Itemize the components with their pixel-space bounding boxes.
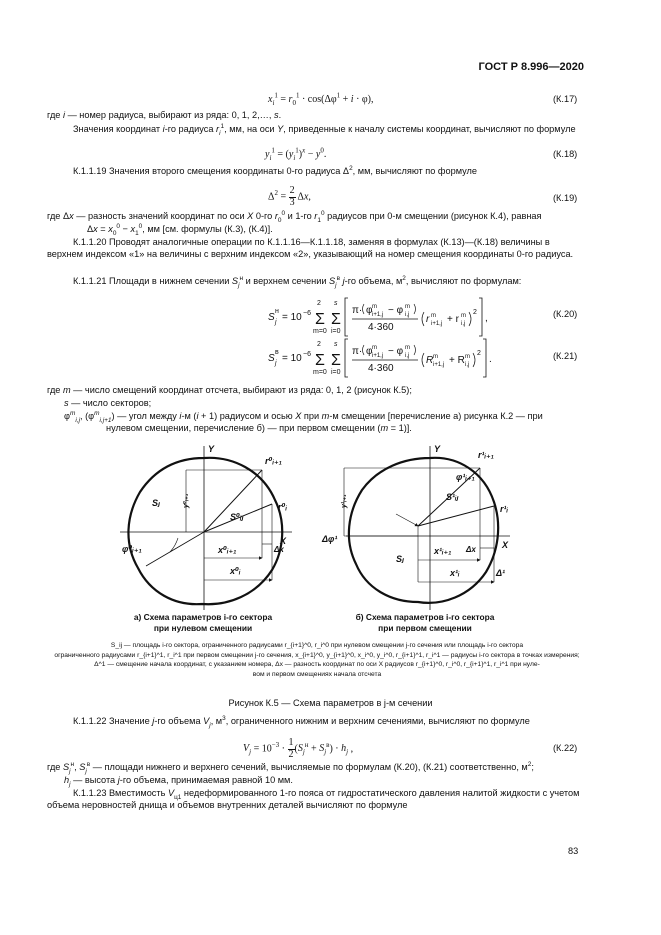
label-b-r1i: r¹ᵢ (500, 504, 509, 514)
svg-text:i,j: i,j (465, 362, 470, 368)
caption-first-shift: б) Схема параметров i-го сектора при первом смещении (355, 612, 495, 634)
label-b-x: X (502, 540, 509, 550)
svg-text:4·360: 4·360 (368, 322, 394, 333)
svg-text:i,j: i,j (405, 353, 410, 359)
label-b-r1i1: r¹ᵢ₊₁ (478, 450, 494, 460)
svg-text:φ: φ (366, 346, 373, 357)
svg-text:н: н (275, 308, 279, 315)
label-a-x0i: x⁰ᵢ (230, 566, 241, 576)
svg-text:π·: π· (352, 305, 363, 316)
formula-k19: $\Delta^2$ = $\frac{2}{3}$ Δx, (268, 185, 311, 208)
text-h-def: $h_j$ — высота j-го объема, принимаемая равной 10 мм. (64, 775, 293, 788)
caption-zero-shift: а) Схема параметров i-го сектора при нулевом смещении (133, 612, 273, 634)
label-b-dx: Δx (466, 545, 476, 554)
label-b-s1ij: S¹ᵢⱼ (446, 492, 459, 502)
svg-text:π·: π· (352, 346, 363, 357)
label-a-x0i1: x⁰ᵢ₊₁ (218, 545, 237, 555)
text-dx-def: где Δx — разность значений координат по оси X 0-го $r_0^0$ и 1-го $r_1^0$ радиусов при 0-м смещении (рисунок К.4), равная (47, 209, 542, 224)
formula-k17: $x_i^1 = r_0^1 \cdot \cos(\Delta\varphi^1 + i \cdot \varphi)$, (268, 91, 374, 107)
svg-text:i+1,j: i+1,j (433, 362, 445, 368)
text-dx-eq: $\Delta x = x_0^0 - x_1^0$, мм [см. формулы (К.3), (К.4)]. (87, 222, 273, 237)
svg-text:= 10: = 10 (282, 312, 302, 323)
svg-text:j: j (275, 360, 277, 367)
eq-number-k19: (К.19) (553, 193, 578, 203)
label-a-r0i1: r⁰ᵢ₊₁ (265, 456, 282, 466)
svg-text:−6: −6 (303, 351, 311, 358)
svg-text:m: m (465, 354, 470, 360)
diagram-zero-shift (120, 446, 292, 610)
svg-text:j: j (275, 319, 277, 326)
text-k1119: К.1.1.19 Значения второго смещения координаты 0-го радиуса $\Delta^2$, мм, вычисляют по формуле (73, 164, 477, 176)
label-a-x: X (280, 536, 287, 546)
text-m-def: где m — число смещений координат отсчета, выбирают из ряда: 0, 1, 2 (рисунок К.5); (47, 385, 412, 395)
eq-number-k21: (К.21) (553, 351, 578, 361)
svg-text:− φ: − φ (388, 346, 404, 357)
label-a-s0ij: S⁰ᵢⱼ (230, 512, 244, 522)
page-number: 83 (568, 846, 579, 856)
svg-text:m: m (433, 354, 438, 360)
diagram-first-shift (344, 446, 510, 610)
label-b-d1: Δ¹ (496, 568, 506, 578)
text-k1122: К.1.1.22 Значение j-го объема $V_j$, $м^3$, ограниченного нижним и верхним сечениями, вычисляют по формуле (73, 714, 530, 729)
text-coords-y: Значения координат i-го радиуса $r_i^1$, мм, на оси Y, приведенные к началу системы координат, вычисляют по формуле (73, 122, 576, 137)
svg-text:в: в (275, 349, 279, 356)
label-b-x1i: x¹ᵢ (450, 568, 460, 578)
eq-number-k17: (К.17) (553, 94, 578, 104)
svg-text:φ: φ (366, 305, 373, 316)
svg-text:2: 2 (317, 300, 321, 307)
eq-number-k18: (К.18) (553, 149, 578, 159)
text-phi-def: $\varphi^m_{i,j}$, $(\varphi^m_{i,j+1})$ — угол между i-м (i + 1) радиусом и осью X при m-м смещении [перечисление а) рисунка К.2 — при нулевом смещении, перечисление б) — при первом смещении (m = 1)]. (64, 409, 543, 433)
label-b-phi1i1: φ¹ᵢ₊₁ (456, 472, 475, 482)
label-a-sj: Sⱼ (152, 498, 160, 508)
eq-number-k20: (К.20) (553, 309, 578, 319)
formula-k21 (268, 336, 508, 384)
label-b-y1i1: y¹ᵢ₊₁ (341, 494, 348, 508)
label-b-dphi: Δφ¹ (322, 534, 338, 544)
svg-text:Σ: Σ (331, 352, 341, 369)
svg-text:S: S (268, 312, 275, 323)
text-k1120: К.1.1.20 Проводят аналогичные операции по К.1.1.16—К.1.1.18, заменяя в формулах (К.13)—(К.18) величины в верхнем индексом «1» на величины с верхним индексом «2», указывающий на номер смещения координаты 0-го радиуса. (47, 237, 574, 259)
svg-text:m=0: m=0 (313, 328, 327, 335)
svg-text:Σ: Σ (315, 311, 325, 328)
svg-text:i=0: i=0 (331, 328, 341, 335)
svg-text:,: , (485, 313, 488, 324)
svg-text:2: 2 (473, 309, 477, 316)
formula-k22: $V_j = 10^{-3}$ · $\frac{1}{2}$ $(S_j^н + S_j^в) \cdot h_j$ , (243, 737, 354, 760)
svg-text:= 10: = 10 (282, 353, 302, 364)
svg-text:−6: −6 (303, 310, 311, 317)
figure-title: Рисунок К.5 — Схема параметров в j-м сечении (228, 698, 433, 708)
svg-text:.: . (489, 354, 492, 365)
svg-text:s: s (334, 300, 338, 307)
svg-text:2: 2 (317, 341, 321, 348)
text-k1121: К.1.1.21 Площади в нижнем сечении $S_j^н$ и верхнем сечении $S_j^в$ j-го объема, $м^2$, вычисляют по формулам: (73, 274, 522, 289)
svg-text:r: r (426, 314, 430, 325)
svg-text:S: S (268, 353, 275, 364)
label-b-x1i1: x¹ᵢ₊₁ (434, 546, 452, 556)
svg-text:m: m (372, 304, 377, 310)
svg-text:4·360: 4·360 (368, 363, 394, 374)
figure-k5 (100, 440, 540, 619)
svg-text:m: m (405, 345, 410, 351)
svg-text:+ r: + r (447, 314, 459, 325)
text-s-areas: где $S_j^н$, $S_j^в$ — площади нижнего и верхнего сечений, вычисляемые по формулам (К.20), (К.21) соответственно, $м^2$; (47, 760, 534, 775)
svg-text:Σ: Σ (331, 311, 341, 328)
label-a-y0i1: y⁰ᵢ₊₁ (183, 493, 190, 508)
svg-text:R: R (426, 355, 434, 366)
svg-text:− φ: − φ (388, 305, 404, 316)
standard-header: ГОСТ Р 8.996—2020 (478, 61, 584, 73)
svg-text:s: s (334, 341, 338, 348)
label-a-r0i: r⁰ᵢ (278, 502, 287, 512)
svg-text:i,j: i,j (461, 321, 466, 327)
svg-text:m: m (405, 304, 410, 310)
label-a-y: Y (208, 444, 215, 454)
svg-text:Σ: Σ (315, 352, 325, 369)
svg-text:+ R: + R (449, 355, 465, 366)
text-s-def: s — число секторов; (64, 398, 152, 408)
svg-text:m: m (461, 313, 466, 319)
svg-text:2: 2 (477, 350, 481, 357)
svg-text:m=0: m=0 (313, 369, 327, 376)
formula-k18: $y_i^1 = (y_i^1)^x - y^0$. (265, 146, 327, 162)
svg-text:i+1,j: i+1,j (372, 312, 384, 318)
label-a-phi: φ⁰ᵢ₊₁ (122, 544, 142, 554)
svg-text:i+1,j: i+1,j (372, 353, 384, 359)
label-b-sj: Sⱼ (396, 554, 404, 564)
label-b-y: Y (434, 444, 441, 454)
svg-text:i=0: i=0 (331, 369, 341, 376)
svg-text:m: m (372, 345, 377, 351)
figure-notes: S_ij — площадь i-го сектора, ограниченного радиусами r_{i+1}^0, r_i^0 при нулевом смещении j-го сечения или площадь i-го сектора ограниченного радиусами r_{i+1}^1, r_i^1 при первом смещении j-го сечения, x_{i+1}^0, y_{i+1}^0, x_i^0, y_i^0, r_{i+1}^1, r_i^1 — радиусы i-го сектора в точках измерения; Δ^1 — смещение начала координат, с указанием номера, Δx — разность координат по оси X радиусов r_{i+1}^0, r_i^0, r_{i+1}^1, r_i^1 при нуле- вом и первом смещениях начала отсчета (54, 642, 580, 679)
svg-text:i,j: i,j (405, 312, 410, 318)
eq-number-k22: (К.22) (553, 743, 578, 753)
text-k1123: К.1.1.23 Вместимость $V_{ц1}$ недеформированного 1-го пояса от гидростатического давления налитой жидкости с учетом объема неровностей днища и объемов внутренних деталей вычисляют по формуле (47, 788, 580, 810)
label-a-dx: Δx (274, 545, 284, 554)
svg-text:m: m (431, 313, 436, 319)
svg-text:i+1,j: i+1,j (431, 321, 443, 327)
text-index-i: где i — номер радиуса, выбирают из ряда: 0, 1, 2,…, s. (47, 110, 282, 120)
